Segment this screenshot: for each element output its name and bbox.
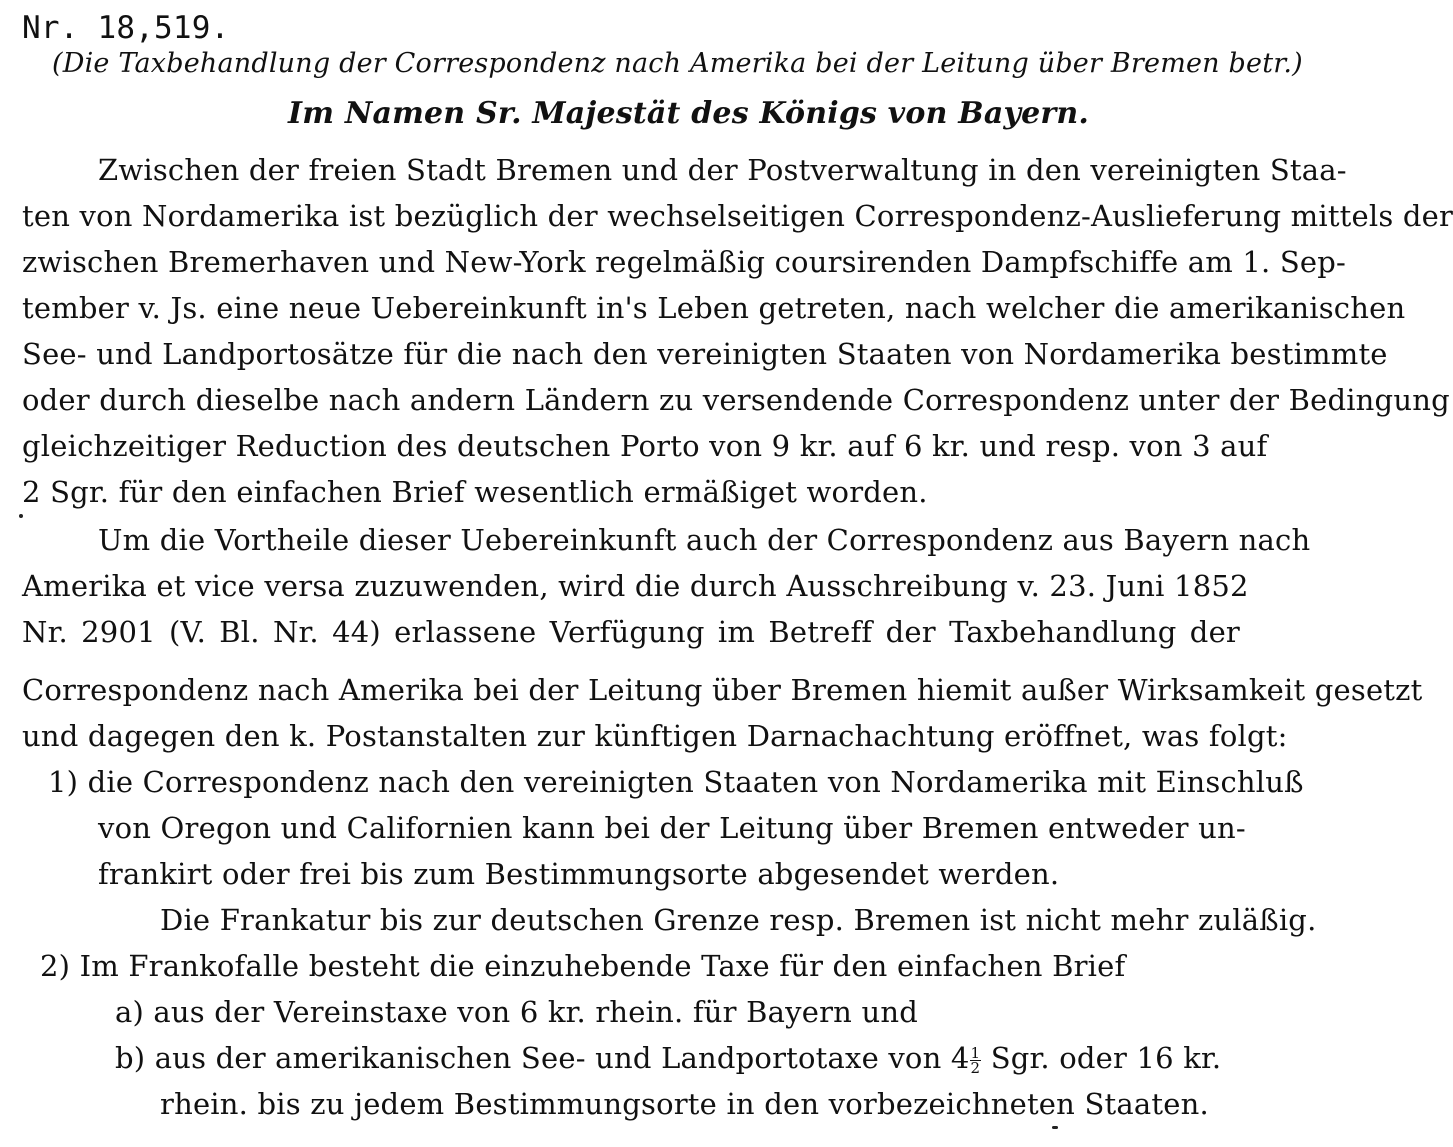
- list-item-2-a: a) aus der Vereinstaxe von 6 kr. rhein. für Bayern und: [115, 995, 918, 1029]
- body-line: Um die Vortheile dieser Uebereinkunft auch der Correspondenz aus Bayern nach: [98, 523, 1311, 557]
- ink-speck: [19, 514, 23, 518]
- body-line: gleichzeitiger Reduction des deutschen Porto von 9 kr. auf 6 kr. und resp. von 3 auf: [22, 429, 1268, 463]
- list-item-1-note: Die Frankatur bis zur deutschen Grenze resp. Bremen ist nicht mehr zuläßig.: [160, 903, 1317, 937]
- list-item-2: 2) Im Frankofalle besteht die einzuhebende Taxe für den einfachen Brief: [40, 949, 1126, 983]
- list-item-2-b-line: rhein. bis zu jedem Bestimmungsorte in den vorbezeichneten Staaten.: [160, 1087, 1209, 1121]
- list-item-2-b-text: b) aus der amerikanischen See- und Landportotaxe von 4: [115, 1041, 970, 1075]
- list-item-1-line: von Oregon und Californien kann bei der Leitung über Bremen entweder un-: [98, 811, 1246, 845]
- document-title: Im Namen Sr. Majestät des Königs von Bayern.: [288, 96, 1090, 131]
- fraction-numerator: 1: [970, 1043, 981, 1062]
- body-line: Amerika et vice versa zuzuwenden, wird die durch Ausschreibung v. 23. Juni 1852: [22, 569, 1249, 603]
- document-subject: (Die Taxbehandlung der Correspondenz nach Amerika bei der Leitung über Bremen betr.): [52, 48, 1303, 79]
- list-item-1-line: frankirt oder frei bis zum Bestimmungsorte abgesendet werden.: [98, 857, 1060, 891]
- list-item-1: 1) die Correspondenz nach den vereinigten Staaten von Nordamerika mit Einschluß: [48, 765, 1304, 799]
- body-line: und dagegen den k. Postanstalten zur künftigen Darnachachtung eröffnet, was folgt:: [22, 719, 1288, 753]
- body-line: Correspondenz nach Amerika bei der Leitung über Bremen hiemit außer Wirksamkeit gesetzt: [22, 673, 1423, 707]
- body-line: oder durch dieselbe nach andern Ländern zu versendende Correspondenz unter der Bedingung: [22, 383, 1450, 417]
- body-line: 2 Sgr. für den einfachen Brief wesentlich ermäßiget worden.: [22, 475, 928, 509]
- list-item-2-b: [115, 1040, 1243, 1076]
- body-line: Zwischen der freien Stadt Bremen und der Postverwaltung in den vereinigten Staa-: [98, 153, 1347, 187]
- body-line: tember v. Js. eine neue Uebereinkunft in's Leben getreten, nach welcher die amerikanischen: [22, 291, 1406, 325]
- list-item-2-b-text-end: Sgr. oder 16 kr.: [981, 1041, 1222, 1075]
- fraction-one-half: [970, 1043, 982, 1077]
- fraction-denominator: 2: [970, 1058, 981, 1077]
- body-line: ten von Nordamerika ist bezüglich der wechselseitigen Correspondenz-Auslieferung mittels der: [22, 199, 1453, 233]
- document-number: Nr. 18,519.: [22, 10, 230, 46]
- ink-speck: [1052, 1126, 1058, 1129]
- body-line: Nr. 2901 (V. Bl. Nr. 44) erlassene Verfügung im Betreff der Taxbehandlung der: [22, 615, 1240, 649]
- body-line: See- und Landportosätze für die nach den vereinigten Staaten von Nordamerika bestimmte: [22, 337, 1388, 371]
- body-line: zwischen Bremerhaven und New-York regelmäßig coursirenden Dampfschiffe am 1. Sep-: [22, 245, 1347, 279]
